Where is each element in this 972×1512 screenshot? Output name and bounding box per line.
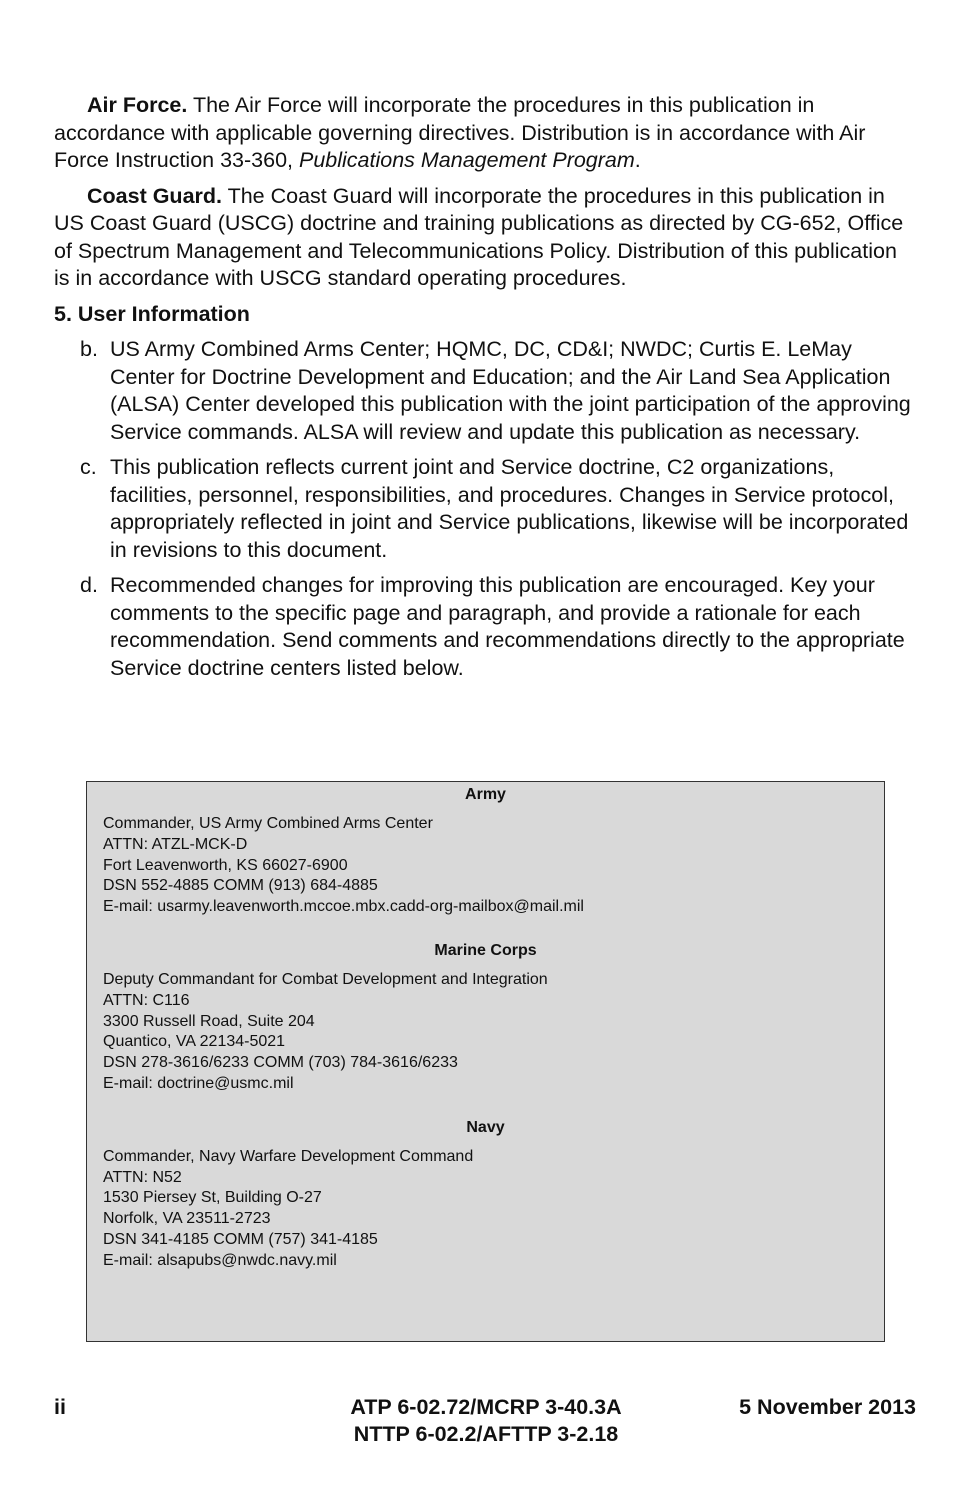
section-heading: 5. User Information xyxy=(54,301,250,326)
list-item-b xyxy=(54,336,916,446)
contact-title: Navy xyxy=(466,1118,505,1136)
contact-title: Army xyxy=(465,786,506,803)
contact-line: DSN 341-4185 COMM (757) 341-4185 xyxy=(103,1230,378,1248)
publication-date: 5 November 2013 xyxy=(739,1395,916,1419)
list-item-text: US Army Combined Arms Center; HQMC, DC, CD&I; NWDC; Curtis E. LeMay Center for Doctrine Development and Education; and the Air Land Sea Application (ALSA) Center developed this publication with the joint participation of the approving Service commands. ALSA will review and update this publication as necessary. xyxy=(110,337,911,444)
page-number: ii xyxy=(54,1395,66,1419)
air-force-paragraph xyxy=(54,92,916,175)
contact-line: ATTN: ATZL-MCK-D xyxy=(103,835,248,853)
list-marker: b. xyxy=(80,337,98,361)
list-marker: d. xyxy=(80,573,98,597)
contact-email: E-mail: usarmy.leavenworth.mccoe.mbx.cadd-org-mailbox@mail.mil xyxy=(103,898,584,916)
publication-id-line1: ATP 6-02.72/MCRP 3-40.3A xyxy=(350,1395,622,1419)
contact-line: DSN 278-3616/6233 COMM (703) 784-3616/6233 xyxy=(103,1054,458,1072)
air-force-text: The Air Force will incorporate the procedures in this publication in accordance with applicable governing directives. Distribution is in accordance with Air Force Instruction 33-360, xyxy=(54,93,866,172)
doctrine-centers-box xyxy=(86,781,885,1342)
contact-line: 3300 Russell Road, Suite 204 xyxy=(103,1012,315,1030)
contact-line: DSN 552-4885 COMM (913) 684-4885 xyxy=(103,877,378,895)
contact-line: Fort Leavenworth, KS 66027-6900 xyxy=(103,856,348,874)
contact-line: Commander, Navy Warfare Development Command xyxy=(103,1147,474,1165)
contact-line: ATTN: C116 xyxy=(103,991,190,1009)
contact-email: E-mail: doctrine@usmc.mil xyxy=(103,1074,294,1092)
list-item-c xyxy=(54,454,916,564)
contact-line: Deputy Commandant for Combat Development and Integration xyxy=(103,970,548,988)
list-item-text: Recommended changes for improving this publication are encouraged. Key your comments to the specific page and paragraph, and provide a rationale for each recommendation. Send comments and recommendations directly to the appropriate Service doctrine centers listed below. xyxy=(110,573,905,680)
air-force-text-end: . xyxy=(634,148,641,172)
contact-title: Marine Corps xyxy=(434,941,537,959)
publication-id xyxy=(300,1394,672,1448)
contact-line: 1530 Piersey St, Building O-27 xyxy=(103,1189,322,1207)
contact-line: Commander, US Army Combined Arms Center xyxy=(103,815,433,832)
coast-guard-paragraph xyxy=(54,183,916,293)
list-item-text: This publication reflects current joint and Service doctrine, C2 organizations, facilities, personnel, responsibilities, and procedures. Changes in Service protocol, appropriately reflected in joint and Service publications, likewise will be incorporated in revisions to this document. xyxy=(110,455,909,562)
contact-line: ATTN: N52 xyxy=(103,1168,182,1186)
contact-line: Norfolk, VA 23511-2723 xyxy=(103,1210,271,1228)
air-force-pub-title: Publications Management Program xyxy=(298,148,635,172)
coast-guard-lead: Coast Guard. xyxy=(87,183,222,208)
marine-corps-contact xyxy=(87,940,884,1095)
list-marker: c. xyxy=(80,455,97,479)
air-force-lead: Air Force. xyxy=(87,93,188,117)
navy-contact xyxy=(87,1117,884,1272)
list-item-d xyxy=(54,572,916,682)
army-contact xyxy=(87,784,884,918)
document-body xyxy=(54,92,916,690)
publication-id-line2: NTTP 6-02.2/AFTTP 3-2.18 xyxy=(353,1422,619,1446)
contact-email: E-mail: alsapubs@nwdc.navy.mil xyxy=(103,1251,337,1269)
contact-line: Quantico, VA 22134-5021 xyxy=(103,1033,286,1051)
coast-guard-text: The Coast Guard will incorporate the procedures in this publication in US Coast Guard (USCG) doctrine and training publications as directed by CG-652, Office of Spectrum Management and Telecommunications Policy. Distribution of this publication is in accordance with USCG standard operating procedures. xyxy=(54,183,904,290)
